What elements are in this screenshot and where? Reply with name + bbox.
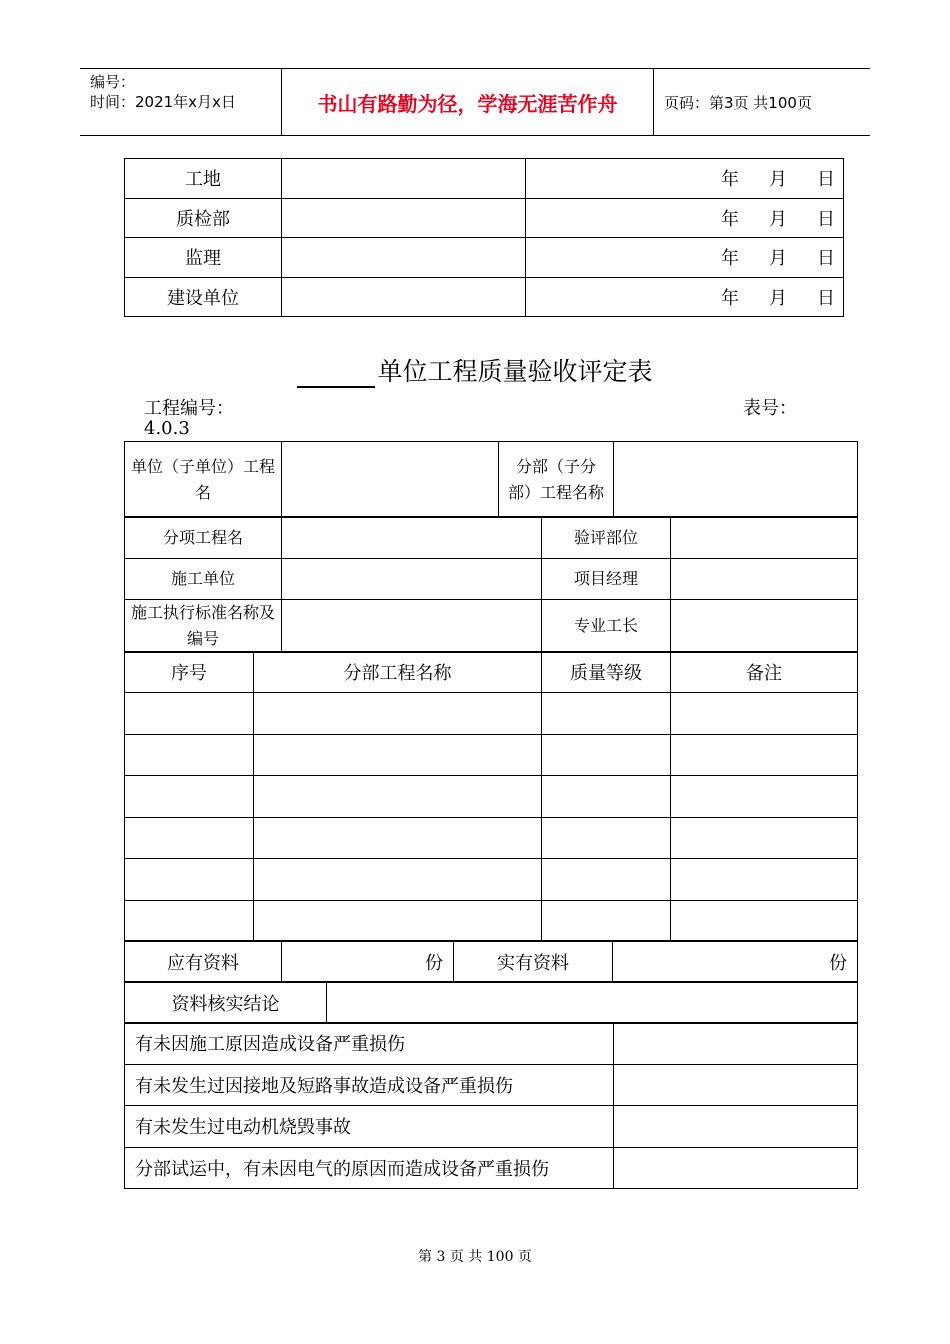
- signoff-signature-cell[interactable]: [282, 238, 526, 278]
- check-item-field[interactable]: [614, 1106, 858, 1148]
- signoff-row: [125, 198, 844, 238]
- foreman-label: 专业工长: [542, 600, 671, 653]
- check-item-field[interactable]: [614, 1064, 858, 1106]
- verify-label: 资料核实结论: [125, 982, 327, 1024]
- signoff-row: [125, 159, 844, 199]
- project-no-label: 工程编号：: [144, 398, 234, 419]
- info-row: [125, 600, 858, 653]
- col-header-seq: 序号: [125, 652, 254, 693]
- info-table-top: [124, 441, 858, 518]
- division-cell[interactable]: [254, 859, 542, 901]
- division-cell[interactable]: [254, 776, 542, 818]
- table-row: [125, 693, 858, 735]
- table-row: [125, 900, 858, 942]
- subitem-label: 分项工程名: [125, 517, 282, 559]
- checks-table: [124, 1022, 858, 1189]
- check-item-field[interactable]: [614, 1147, 858, 1189]
- doc-time-label: 时间：2021年x月x日: [90, 93, 236, 111]
- signoff-row: [125, 277, 844, 317]
- doc-number-label: 编号：: [90, 73, 136, 91]
- grade-cell[interactable]: [542, 734, 671, 776]
- foreman-field[interactable]: [671, 600, 858, 653]
- actual-docs-field[interactable]: [613, 941, 858, 983]
- day-label: 日: [817, 287, 835, 309]
- col-header-grade: 质量等级: [542, 652, 671, 693]
- month-label: 月: [769, 248, 787, 270]
- division-name-label: 分部（子分部）工程名称: [499, 442, 614, 518]
- division-cell[interactable]: [254, 900, 542, 942]
- month-label: 月: [769, 208, 787, 230]
- check-row: [125, 1147, 858, 1189]
- grade-cell[interactable]: [542, 817, 671, 859]
- seq-cell[interactable]: [125, 817, 254, 859]
- header-motto: 书山有路勤为径，学海无涯苦作舟: [317, 92, 618, 116]
- check-row: [125, 1023, 858, 1065]
- info-row: [125, 559, 858, 600]
- grade-cell[interactable]: [542, 859, 671, 901]
- check-item-label: 有未因施工原因造成设备严重损伤: [125, 1023, 614, 1065]
- standard-label: 施工执行标准名称及编号: [125, 600, 282, 653]
- division-cell[interactable]: [254, 734, 542, 776]
- check-row: [125, 1106, 858, 1148]
- month-label: 月: [769, 287, 787, 309]
- info-row: [125, 517, 858, 559]
- documents-row: [125, 941, 858, 983]
- header-meta: [80, 69, 282, 136]
- info-row: [125, 442, 858, 518]
- remarks-cell[interactable]: [671, 817, 858, 859]
- signoff-date-cell[interactable]: [526, 198, 844, 238]
- documents-table: [124, 940, 858, 983]
- grade-cell[interactable]: [542, 693, 671, 735]
- signoff-signature-cell[interactable]: [282, 159, 526, 199]
- verify-table: [124, 981, 858, 1024]
- header-page-info: 页码：第3页 共100页: [664, 94, 812, 112]
- table-no-label: 表号：: [743, 398, 797, 419]
- day-label: 日: [817, 208, 835, 230]
- col-header-division: 分部工程名称: [254, 652, 542, 693]
- eval-part-label: 验评部位: [542, 517, 671, 559]
- signoff-signature-cell[interactable]: [282, 198, 526, 238]
- division-name-field[interactable]: [614, 442, 858, 518]
- signoff-label: 建设单位: [125, 277, 282, 317]
- day-label: 日: [817, 169, 835, 191]
- year-label: 年: [721, 248, 739, 270]
- seq-cell[interactable]: [125, 859, 254, 901]
- signoff-date-cell[interactable]: [526, 238, 844, 278]
- info-table-mid: [124, 516, 858, 653]
- remarks-cell[interactable]: [671, 859, 858, 901]
- seq-cell[interactable]: [125, 900, 254, 942]
- remarks-cell[interactable]: [671, 734, 858, 776]
- required-docs-field[interactable]: [282, 941, 454, 983]
- check-item-field[interactable]: [614, 1023, 858, 1065]
- pm-field[interactable]: [671, 559, 858, 600]
- contractor-label: 施工单位: [125, 559, 282, 600]
- standard-field[interactable]: [282, 600, 542, 653]
- table-row: [125, 776, 858, 818]
- check-item-label: 有未发生过因接地及短路事故造成设备严重损伤: [125, 1064, 614, 1106]
- signoff-signature-cell[interactable]: [282, 277, 526, 317]
- seq-cell[interactable]: [125, 734, 254, 776]
- signoff-label: 工地: [125, 159, 282, 199]
- seq-cell[interactable]: [125, 693, 254, 735]
- table-no-value: 4.0.3: [144, 418, 190, 439]
- signoff-label: 质检部: [125, 198, 282, 238]
- division-cell[interactable]: [254, 693, 542, 735]
- grade-cell[interactable]: [542, 776, 671, 818]
- form-title: [0, 352, 950, 388]
- remarks-cell[interactable]: [671, 693, 858, 735]
- copies-unit: 份: [425, 952, 443, 974]
- check-item-label: 分部试运中，有未因电气的原因而造成设备严重损伤: [125, 1147, 614, 1189]
- division-cell[interactable]: [254, 817, 542, 859]
- year-label: 年: [721, 169, 739, 191]
- year-label: 年: [721, 287, 739, 309]
- check-row: [125, 1064, 858, 1106]
- unit-name-label: 单位（子单位）工程名: [125, 442, 282, 518]
- page-header: [80, 68, 870, 136]
- table-row: [125, 734, 858, 776]
- verify-field[interactable]: [327, 982, 858, 1024]
- check-item-label: 有未发生过电动机烧毁事故: [125, 1106, 614, 1148]
- header-motto-cell: [282, 69, 654, 136]
- signoff-date-cell[interactable]: [526, 277, 844, 317]
- title-blank-field[interactable]: [297, 362, 375, 388]
- remarks-cell[interactable]: [671, 776, 858, 818]
- verify-row: [125, 982, 858, 1024]
- unit-name-field[interactable]: [282, 442, 499, 518]
- seq-cell[interactable]: [125, 776, 254, 818]
- eval-part-field[interactable]: [671, 517, 858, 559]
- year-label: 年: [721, 208, 739, 230]
- remarks-cell[interactable]: [671, 900, 858, 942]
- signoff-table: [124, 158, 844, 317]
- month-label: 月: [769, 169, 787, 191]
- day-label: 日: [817, 248, 835, 270]
- pm-label: 项目经理: [542, 559, 671, 600]
- actual-docs-label: 实有资料: [454, 941, 613, 983]
- signoff-date-cell[interactable]: [526, 159, 844, 199]
- signoff-label: 监理: [125, 238, 282, 278]
- signoff-row: [125, 238, 844, 278]
- table-row: [125, 817, 858, 859]
- contractor-field[interactable]: [282, 559, 542, 600]
- table-header-row: [125, 652, 858, 693]
- form-title-text: 单位工程质量验收评定表: [377, 357, 653, 386]
- copies-unit: 份: [829, 952, 847, 974]
- table-row: [125, 859, 858, 901]
- page-footer: 第 3 页 共 100 页: [418, 1249, 532, 1265]
- divisions-table: [124, 651, 858, 942]
- grade-cell[interactable]: [542, 900, 671, 942]
- required-docs-label: 应有资料: [125, 941, 282, 983]
- col-header-remarks: 备注: [671, 652, 858, 693]
- subitem-field[interactable]: [282, 517, 542, 559]
